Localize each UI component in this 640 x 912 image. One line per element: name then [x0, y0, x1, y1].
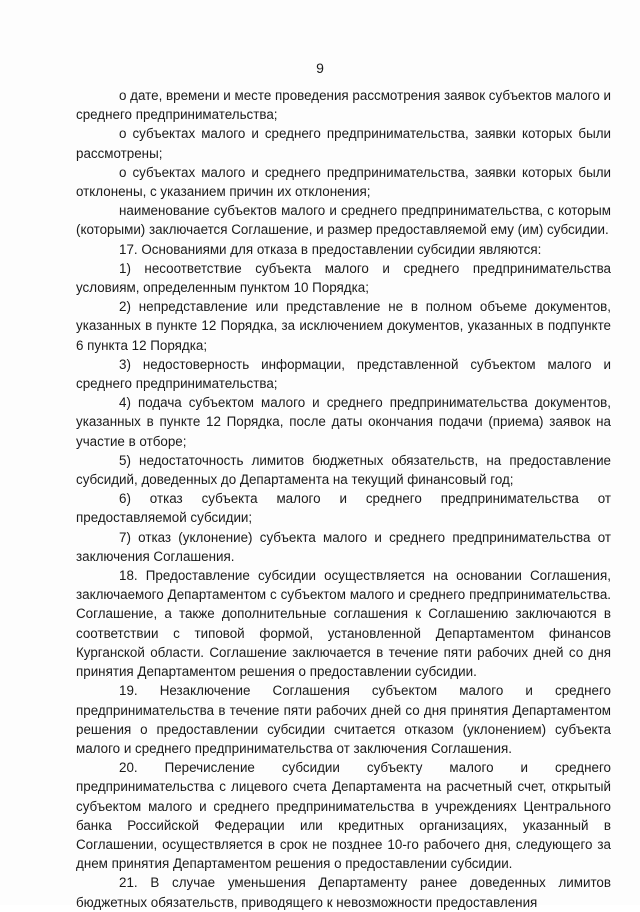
- section-17-heading: 17. Основаниями для отказа в предоставлении субсидии являются:: [119, 241, 542, 257]
- page-number: 9: [316, 60, 324, 76]
- list-item: 1) несоответствие субъекта малого и среднего предпринимательства условиям, определенным пунктом 10 Порядка;: [76, 260, 611, 296]
- section-21-paragraph: 21. В случае уменьшения Департаменту ранее доведенных лимитов бюджетных обязательств, приводящего к невозможности предоставления: [76, 875, 611, 910]
- section-18-paragraph: 18. Предоставление субсидии осуществляется на основании Соглашения, заключаемого Департаментом с субъектом малого и среднего предпринимательства. Соглашение, а также дополнительные соглашения к Соглашению заключаются в соответствии с типовой формой, установленной Департаментом финансов Курганской области. Соглашение заключается в течение пяти рабочих дней со дня принятия Департаментом решения о предоставлении субсидии.: [76, 568, 611, 680]
- list-item: 7) отказ (уклонение) субъекта малого и среднего предпринимательства от заключения Соглашения.: [76, 529, 611, 564]
- paragraph: наименование субъектов малого и среднего предпринимательства, с которым (которыми) заключается Соглашение, и размер предоставляемой ему (им) субсидии.: [76, 203, 611, 238]
- paragraph: о субъектах малого и среднего предпринимательства, заявки которых были рассмотрены;: [76, 126, 611, 161]
- list-item: 5) недостаточность лимитов бюджетных обязательств, на предоставление субсидий, доведенных до Департамента на текущий финансовый год;: [76, 452, 611, 488]
- list-item: 3) недостоверность информации, представленной субъектом малого и среднего предпринимательства;: [76, 356, 611, 392]
- paragraph: о субъектах малого и среднего предпринимательства, заявки которых были отклонены, с указанием причин их отклонения;: [76, 164, 611, 200]
- list-item: 4) подача субъектом малого и среднего предпринимательства документов, указанных в пункте 12 Порядка, после даты окончания подачи (приема) заявок на участие в отборе;: [76, 395, 611, 449]
- paragraph: о дате, времени и месте проведения рассмотрения заявок субъектов малого и среднего предпринимательства;: [76, 88, 611, 123]
- section-20-paragraph: 20. Перечисление субсидии субъекту малого и среднего предпринимательства с лицевого счета Департамента на расчетный счет, открытый субъектом малого и среднего предпринимательства в учреждениях Центрального банка Российской Федерации или кредитных организациях, указанный в Соглашении, осуществляется в срок не позднее 10-го рабочего дня, следующего за днем принятия Департаментом решения о предоставлении субсидии.: [76, 760, 611, 872]
- list-item: 6) отказ субъекта малого и среднего предпринимательства от предоставляемой субсидии;: [76, 491, 611, 526]
- list-item: 2) непредставление или представление не в полном объеме документов, указанных в пункте 12 Порядка, за исключением документов, указанных в подпункте 6 пункта 12 Порядка;: [76, 299, 611, 353]
- document-body: [76, 86, 611, 912]
- section-19-paragraph: 19. Незаключение Соглашения субъектом малого и среднего предпринимательства в течение пяти рабочих дней со дня принятия Департаментом решения о предоставлении субсидии считается отказом (уклонением) субъекта малого и среднего предпринимательства от заключения Соглашения.: [76, 683, 611, 756]
